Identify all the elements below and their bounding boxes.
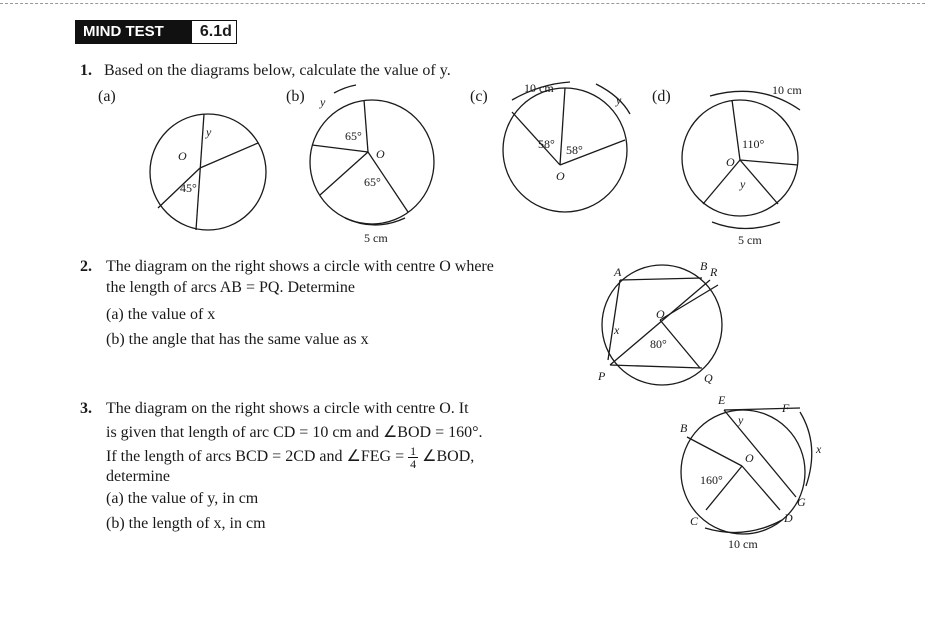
diagram-label: R (710, 265, 718, 279)
q3-part-b: (b) the length of x, in cm (106, 515, 266, 532)
diagram-label: Q (704, 371, 713, 385)
diagram-label: 5 cm (738, 233, 762, 247)
diagram-label: O (656, 307, 665, 321)
q3-number: 3. (80, 400, 92, 417)
q1d-label: (d) (652, 88, 671, 105)
diagram-label: P (598, 369, 606, 383)
diagram-label: 58° (566, 143, 583, 157)
diagram-label: O (178, 149, 187, 163)
diagram-1b (310, 85, 434, 245)
diagram-label: D (784, 511, 793, 525)
diagram-label: O (745, 451, 754, 465)
q2-number: 2. (80, 258, 92, 275)
diagram-label: y (320, 95, 326, 109)
q3-line4: determine (106, 468, 170, 485)
diagram-label: x (816, 442, 822, 456)
frac-num: 1 (410, 444, 417, 458)
q2-line1: The diagram on the right shows a circle with centre O where (106, 258, 494, 275)
q1a-label: (a) (98, 88, 116, 105)
header-code: 6.1d (192, 20, 237, 44)
diagram-label: y (738, 413, 744, 427)
diagram-label: 58° (538, 137, 555, 151)
header-title: MIND TEST (75, 20, 192, 44)
diagram-label: A (614, 265, 622, 279)
q1-number: 1. (80, 62, 92, 79)
q2-line2: the length of arcs AB = PQ. Determine (106, 279, 355, 296)
diagram-label: F (782, 401, 790, 415)
diagram-label: O (726, 155, 735, 169)
diagram-label: 80° (650, 337, 667, 351)
diagram-label: y (740, 177, 746, 191)
diagram-label: 10 cm (772, 83, 802, 97)
diagram-label: 5 cm (364, 231, 388, 245)
q2-part-b: (b) the angle that has the same value as x (106, 331, 369, 348)
diagram-q2 (597, 259, 722, 385)
diagram-label: 45° (180, 181, 197, 195)
diagram-label: E (718, 393, 726, 407)
q1c-label: (c) (470, 88, 488, 105)
diagram-1a (150, 114, 266, 230)
diagram-label: x (614, 323, 620, 337)
q3-line3-b: ∠BOD, (422, 448, 475, 466)
frac-den: 4 (410, 457, 417, 471)
diagram-q3 (680, 393, 822, 551)
diagram-label: 10 cm (728, 537, 758, 551)
diagram-label: 65° (364, 175, 381, 189)
diagram-label: y (206, 125, 212, 139)
q3-line2: is given that length of arc CD = 10 cm and ∠BOD = 160°. (106, 424, 483, 441)
diagram-label: B (680, 421, 688, 435)
q2-part-a: (a) the value of x (106, 306, 216, 323)
diagram-1d (682, 83, 802, 247)
q1-text: Based on the diagrams below, calculate the value of y. (104, 62, 451, 79)
q3-line1: The diagram on the right shows a circle with centre O. It (106, 400, 469, 417)
diagram-label: B (700, 259, 708, 273)
diagram-label: C (690, 514, 699, 528)
q1b-label: (b) (286, 88, 305, 105)
diagram-label: O (556, 169, 565, 183)
diagram-label: 110° (742, 137, 765, 151)
diagram-label: 160° (700, 473, 723, 487)
diagram-label: G (797, 495, 806, 509)
diagram-label: 10 cm (524, 81, 554, 95)
diagram-label: O (376, 147, 385, 161)
q3-line3-a: If the length of arcs BCD = 2CD and ∠FEG = (106, 448, 405, 466)
q3-part-a: (a) the value of y, in cm (106, 490, 259, 507)
diagram-1c (503, 81, 630, 212)
diagram-label: y (616, 93, 622, 107)
diagram-label: 65° (345, 129, 362, 143)
